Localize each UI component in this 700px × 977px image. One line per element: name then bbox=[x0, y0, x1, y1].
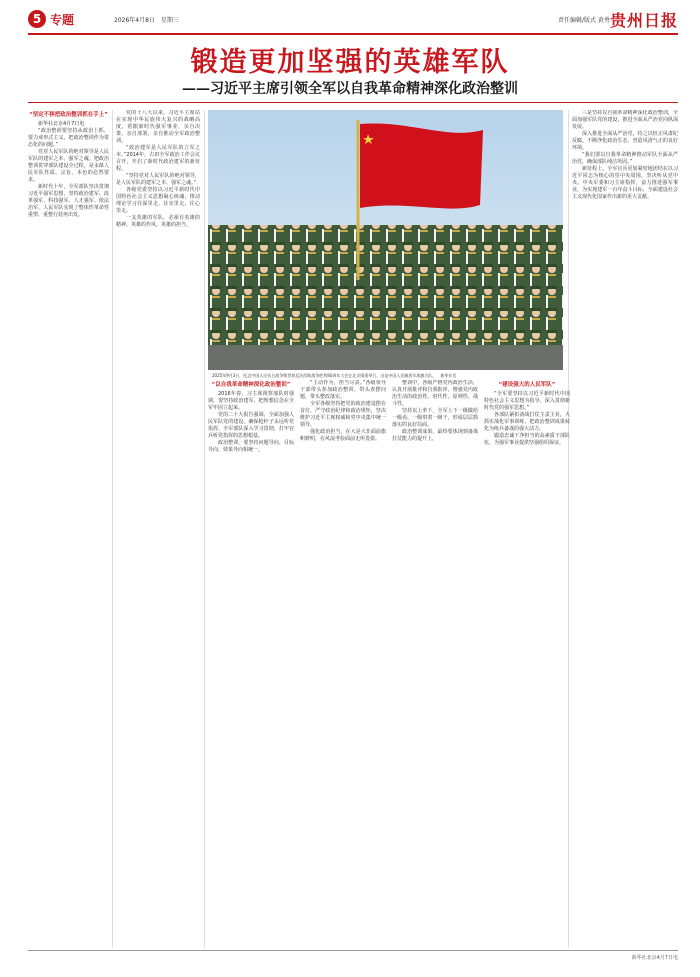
photo-caption: 2025年9月3日，纪念中国人民抗日战争暨世界反法西斯战争胜利80周年大会在北京隆重举行。这是中国人民解放军战旗方队。 新华社发 bbox=[212, 373, 457, 378]
column-subtitle: “以自我革命精神深化政治整训” bbox=[211, 382, 291, 388]
article-column-1 bbox=[28, 110, 109, 948]
section-label: 专题 bbox=[50, 13, 75, 27]
paragraph: “政治建军是人民军队的立军之本。”2014年，古田全军政治工作会议召开，开启了新时代政治建军的新征程。 bbox=[116, 145, 200, 172]
paragraph: 坚持以上率下，全军上下一级做给一级看、一级带着一级干，形成层层抓落实的良好局面。 bbox=[392, 408, 478, 428]
article-column-2 bbox=[116, 110, 200, 948]
column-divider bbox=[204, 110, 205, 948]
paragraph: “政治整训要坚持从政治上抓，要力戒形式主义，把政治整训作为常态化的问题。” bbox=[28, 128, 109, 148]
paragraph: “坚持党对人民军队的绝对领导，是人民军队的建军之本、强军之魂。” bbox=[116, 173, 200, 186]
page-header bbox=[28, 8, 678, 34]
paragraph: 锻造忠诚干净担当的高素质干部队伍，为强军事业提供坚强组织保证。 bbox=[484, 433, 570, 446]
parade-illustration bbox=[208, 110, 563, 370]
paragraph: 整训中，各级严格党内政治生活，认真开展批评和自我批评，增强党内政治生活的政治性、时代性、原则性、战斗性。 bbox=[392, 380, 478, 407]
article-column-4 bbox=[300, 380, 386, 948]
paragraph: 政治整训成果，最终要体现到备战打仗能力的提升上。 bbox=[392, 429, 478, 442]
page-number: 5 bbox=[28, 10, 46, 28]
headline: 锻造更加坚强的英雄军队 bbox=[190, 47, 510, 78]
paragraph: 三是坚持以自我革命精神深化政治整训，全面加强军队党的建设，推进全面从严治党向纵深发展。 bbox=[572, 110, 678, 130]
paragraph: 新时代十年，全军部队坚决贯彻习近平强军思想，坚持政治建军、改革强军、科技强军、人才强军、依法治军，人民军队实现了整体性革命性重塑、重整行装再出发。 bbox=[28, 184, 109, 218]
subheadline: ——习近平主席引领全军以自我革命精神深化政治整训 bbox=[182, 81, 518, 97]
paragraph: 强化政治担当，在大是大非面前旗帜鲜明，在风浪考验面前无所畏惧。 bbox=[300, 429, 386, 442]
column-subtitle: “建设强大的人民军队” bbox=[498, 382, 556, 388]
paragraph: “全军要坚持以习近平新时代中国特色社会主义思想为指导，深入贯彻新时代党的强军思想。” bbox=[484, 391, 570, 411]
footer-divider bbox=[28, 950, 678, 951]
header-divider bbox=[28, 33, 678, 35]
paragraph: 全军各级坚持把党的政治建设摆在首位，严守政治纪律和政治规矩，坚决维护习近平主席权威和党中央集中统一领导。 bbox=[300, 401, 386, 428]
headline-divider bbox=[28, 102, 678, 103]
article-column-3 bbox=[208, 380, 294, 948]
column-subtitle: “坚定不移把政治整训抓在手上” bbox=[29, 112, 108, 118]
article-column-5 bbox=[392, 380, 478, 948]
paragraph: 新征程上，全军官兵更加紧密地团结在以习近平同志为核心的党中央周围，坚决听从党中央、中央军委和习主席指挥，奋力推进强军事业，为实现建军一百年奋斗目标、全面建设社会主义现代化国家作出新的更大贡献。 bbox=[572, 166, 678, 200]
article-column-7 bbox=[572, 110, 678, 948]
paragraph: 各部队紧扣备战打仗主责主业，大抓实战化军事训练，把政治整训成果转化为练兵备战的强大动力。 bbox=[484, 412, 570, 432]
masthead-logo: 贵州日报 bbox=[609, 11, 678, 30]
paragraph: “主动作为，担当尽责。”各级领导干部带头参加政治整训，带头查摆问题，带头整改落实。 bbox=[300, 380, 386, 400]
paragraph: 深入推进全面从严治党，持之以恒正风肃纪反腐，不断净化政治生态，营造风清气正的良好环境。 bbox=[572, 131, 678, 151]
paragraph: 各级党委坚持以习近平新时代中国特色社会主义思想凝心铸魂，推动理论学习往深里走、往实里走、往心里走。 bbox=[116, 187, 200, 214]
paragraph: 党的十八大以来，习近平主席站在实现中华民族伟大复兴的战略高度，着眼新时代强军事业，亲自决策、亲自部署、亲自推动全军政治整训。 bbox=[116, 110, 200, 144]
battle-flag bbox=[360, 123, 483, 208]
issue-date: 2026年4月8日 星期三 bbox=[114, 17, 179, 24]
paragraph: “我们要以自我革命精神推动军队全面从严治党，确保部队纯洁巩固。” bbox=[572, 152, 678, 165]
article-column-6 bbox=[484, 380, 570, 948]
editor-credit: 责任编辑/版式 黄勇 bbox=[558, 17, 610, 24]
paragraph: 新华社北京4月7日电 bbox=[38, 121, 85, 127]
column-divider bbox=[112, 110, 113, 948]
paragraph: 政治整训，要坚持问题导向、目标导向、效果导向相统一。 bbox=[208, 440, 294, 453]
paragraph: 党的二十大报告强调，全面加强人民军队党的建设，确保枪杆子永远听党指挥。全军部队深入学习贯彻，打牢官兵听党指挥的思想根基。 bbox=[208, 412, 294, 439]
parade-photo bbox=[208, 110, 563, 370]
footer-credit: 新华社北京4月7日电 bbox=[631, 955, 678, 961]
paragraph: 2016年春，习主席视察部队时强调，要坚持政治建军，把理想信念在全军牢固立起来。 bbox=[208, 391, 294, 411]
paragraph: 一支英雄的军队，必须有英雄的精神、英雄的作风、英雄的担当。 bbox=[116, 215, 200, 228]
paragraph: 党对人民军队的绝对领导是人民军队的建军之本、强军之魂。把政治整训贯穿部队建设全过程，是永葆人民军队性质、宗旨、本色的必然要求。 bbox=[28, 149, 109, 183]
